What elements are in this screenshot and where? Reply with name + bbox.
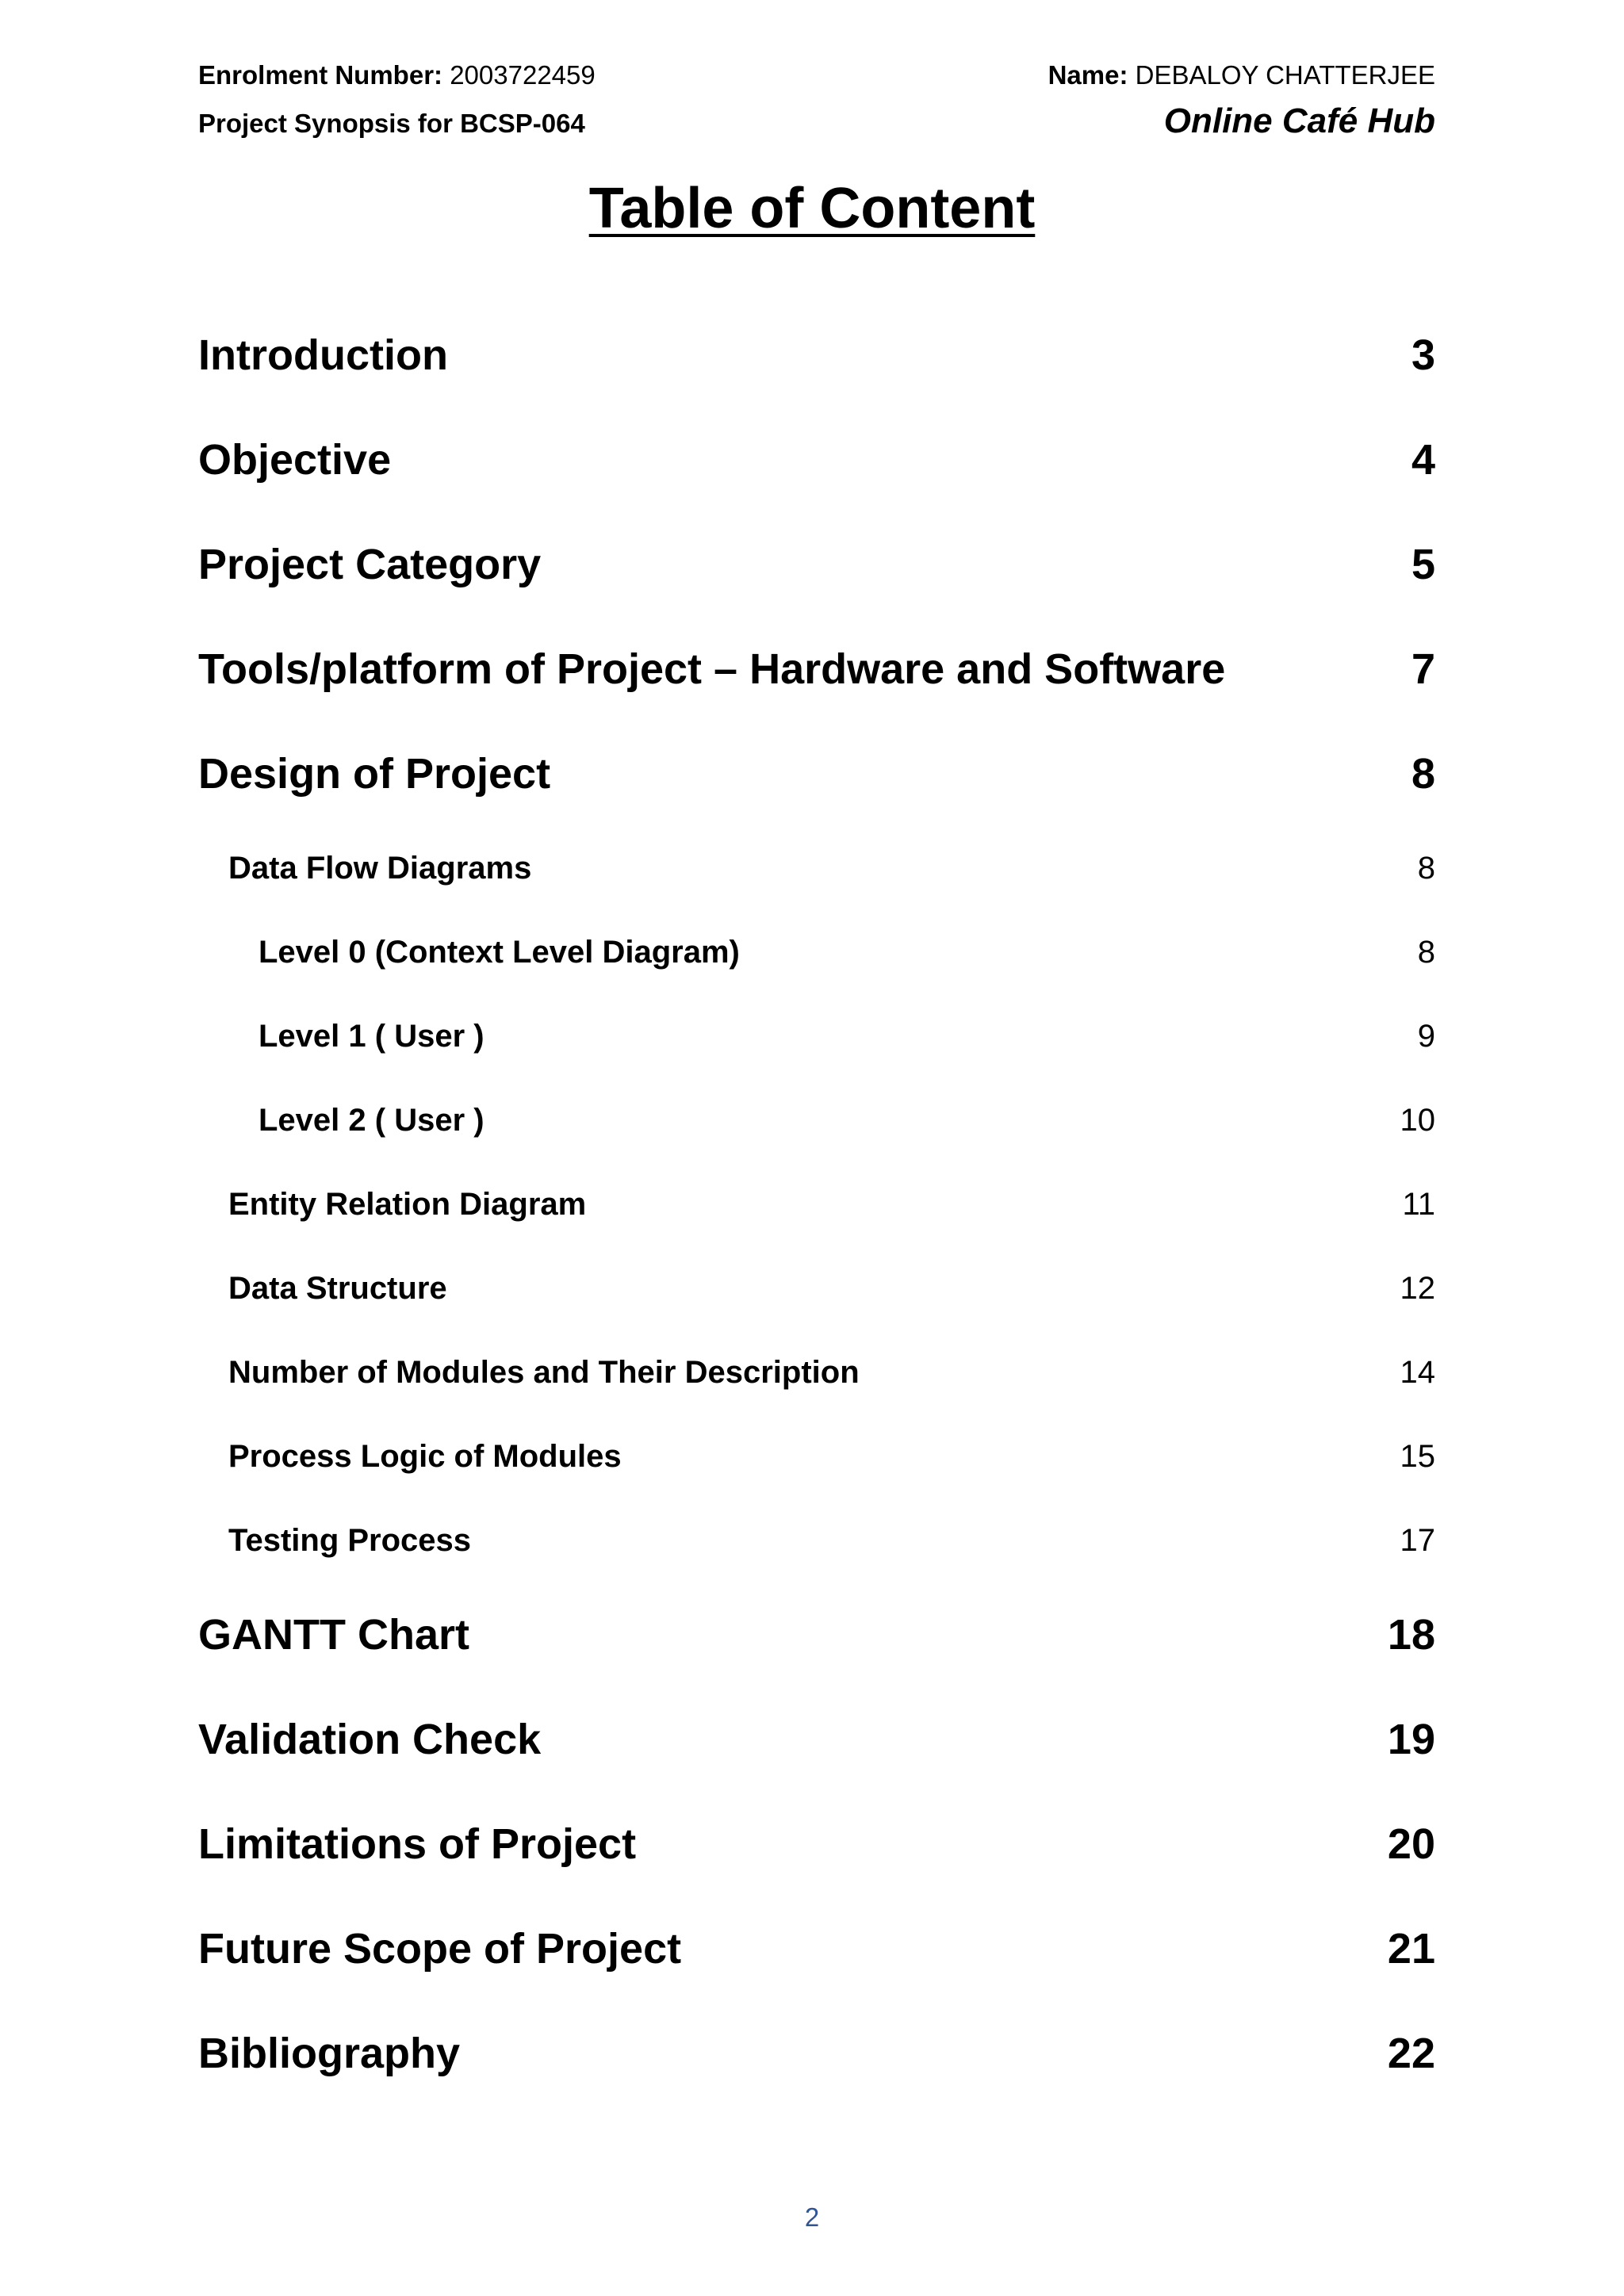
toc-entry-label: Project Category	[198, 541, 542, 588]
toc-entry-label: Validation Check	[198, 1716, 542, 1763]
toc-entry-label: Process Logic of Modules	[228, 1438, 622, 1474]
student-name	[1048, 60, 1435, 90]
toc-entry-page: 22	[1387, 2030, 1435, 2077]
header-row-top	[198, 60, 1435, 90]
toc-entry-page: 9	[1417, 1018, 1435, 1054]
toc-entry-page: 10	[1400, 1102, 1435, 1138]
synopsis-subject: Project Synopsis for BCSP-064	[198, 109, 585, 138]
page-number: 2	[804, 2202, 820, 2232]
header-row-bottom	[198, 101, 1435, 141]
toc-entry-page: 8	[1417, 934, 1435, 970]
toc-subentry	[198, 1498, 1435, 1582]
toc-entry	[198, 408, 1435, 512]
toc-subsubentry	[198, 1078, 1435, 1162]
toc-entry	[198, 1792, 1435, 1896]
toc-subsubentry	[198, 994, 1435, 1078]
toc-entry	[198, 721, 1435, 826]
toc-entry-page: 11	[1402, 1186, 1435, 1222]
toc-entry-page: 8	[1411, 750, 1435, 798]
toc-subentry	[198, 1162, 1435, 1246]
toc-entry-label: Level 2 ( User )	[259, 1102, 485, 1138]
toc-entry-label: Design of Project	[198, 750, 551, 798]
toc-entry-label: Level 1 ( User )	[259, 1018, 485, 1054]
toc-subentry	[198, 826, 1435, 910]
toc-subsubentry	[198, 910, 1435, 994]
toc-entry-label: Entity Relation Diagram	[228, 1186, 587, 1222]
toc-entry-label: Data Structure	[228, 1270, 447, 1306]
toc-subentry	[198, 1330, 1435, 1414]
toc-subentry	[198, 1414, 1435, 1498]
toc-entry-label: Limitations of Project	[198, 1820, 637, 1868]
toc-entry	[198, 617, 1435, 721]
toc-entry-label: GANTT Chart	[198, 1611, 469, 1659]
toc-title: Table of Content	[588, 177, 1036, 240]
toc-entry-label: Testing Process	[228, 1522, 472, 1558]
toc-entry-page: 18	[1387, 1611, 1435, 1659]
toc-entry-label: Data Flow Diagrams	[228, 850, 532, 886]
enrolment-label: Enrolment Number:	[198, 60, 443, 90]
toc-entry	[198, 1896, 1435, 2001]
toc-entry-page: 7	[1411, 645, 1435, 693]
name-value: DEBALOY CHATTERJEE	[1135, 60, 1435, 90]
toc-entry-page: 19	[1387, 1716, 1435, 1763]
toc-entry-label: Level 0 (Context Level Diagram)	[259, 934, 740, 970]
toc-entry-page: 5	[1411, 541, 1435, 588]
toc-entry	[198, 1687, 1435, 1792]
toc-subentry	[198, 1246, 1435, 1330]
toc-entry-page: 21	[1387, 1925, 1435, 1973]
toc-entry	[198, 512, 1435, 617]
toc-entry-label: Future Scope of Project	[198, 1925, 682, 1973]
toc-entry-label: Introduction	[198, 331, 448, 379]
toc-entry-page: 14	[1400, 1354, 1435, 1390]
toc-entry-page: 20	[1387, 1820, 1435, 1868]
toc-entry-label: Number of Modules and Their Description	[228, 1354, 860, 1390]
toc-entry-page: 17	[1400, 1522, 1435, 1558]
toc-entry-page: 8	[1417, 850, 1435, 886]
toc-entry-page: 15	[1400, 1438, 1435, 1474]
toc-entry-page: 4	[1411, 436, 1435, 484]
enrolment-number	[198, 60, 596, 90]
toc-entry	[198, 2001, 1435, 2106]
toc-entry-label: Objective	[198, 436, 392, 484]
toc-entry	[198, 1582, 1435, 1687]
toc-entry-label: Bibliography	[198, 2030, 461, 2077]
toc-entry	[198, 303, 1435, 408]
name-label: Name:	[1048, 60, 1128, 90]
toc-entry-label: Tools/platform of Project – Hardware and Software	[198, 645, 1226, 693]
toc-entry-page: 12	[1400, 1270, 1435, 1306]
toc-list	[198, 303, 1435, 2106]
project-title: Online Café Hub	[1163, 101, 1435, 140]
toc-entry-page: 3	[1411, 331, 1435, 379]
enrolment-value: 2003722459	[450, 60, 596, 90]
